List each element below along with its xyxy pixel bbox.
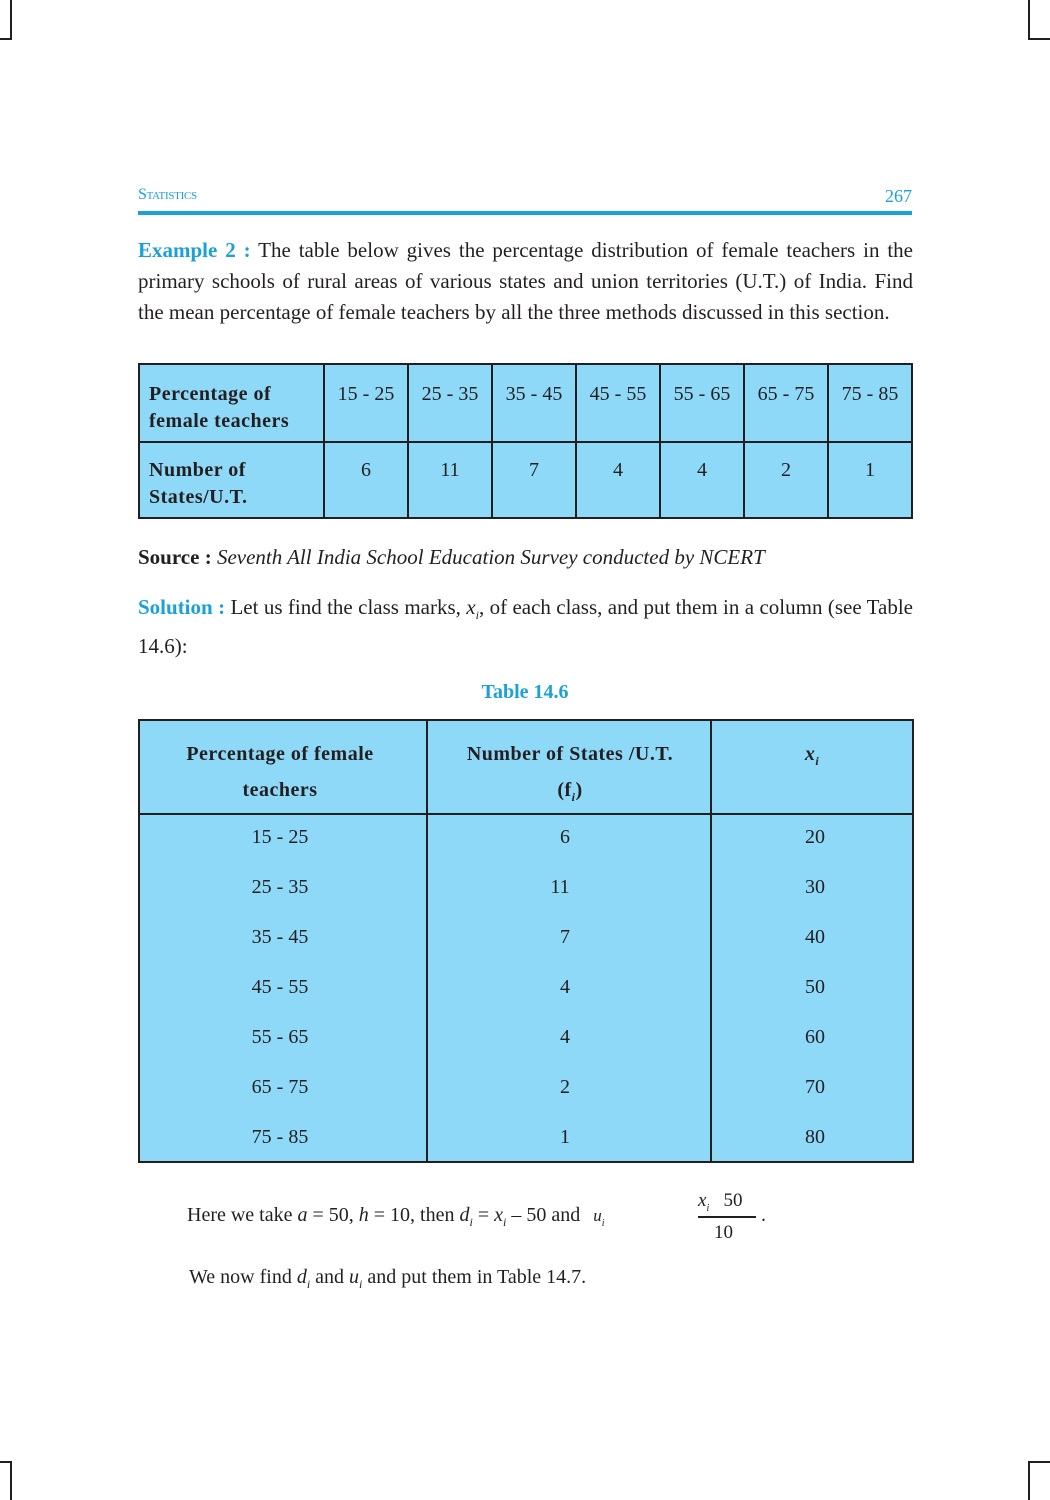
class-cell: 45 - 55: [576, 364, 660, 442]
frequency-cell: 6: [324, 442, 408, 518]
header-class-mark: [712, 721, 912, 813]
class-cell: 15 - 25: [251, 826, 309, 848]
column-divider: [426, 721, 428, 1161]
math-var: x: [698, 1190, 707, 1211]
math-sub: i: [571, 790, 576, 804]
table-row-frequencies: [139, 442, 912, 518]
formula-text: – 50 and: [506, 1204, 586, 1226]
fraction-number: 50: [709, 1190, 743, 1211]
frequency-cell: 6: [560, 826, 570, 848]
table-row-classes: [139, 364, 912, 442]
class-mark-cell: 40: [805, 926, 825, 948]
math-sub: i: [815, 754, 820, 768]
frequency-cell: 1: [560, 1126, 570, 1148]
example-text: The table below gives the percentage distribution of female teachers in the primary schools of rural areas of various states and union territories (U.T.) of India. Find the mean percentage of female teachers by all the three methods discussed in this section.: [138, 238, 914, 324]
frequency-cell: 11: [408, 442, 492, 518]
crop-mark-top-left-h: [0, 38, 11, 40]
formula-text: = 10, then: [368, 1204, 460, 1226]
crop-mark-top-right-v: [1028, 0, 1030, 40]
frequency-cell: 11: [550, 876, 570, 898]
math-var: x: [494, 1204, 504, 1226]
line-text: We now find: [189, 1266, 297, 1288]
class-cell: 55 - 65: [251, 1026, 309, 1048]
frequency-cell: 4: [576, 442, 660, 518]
fraction-denominator: 10: [714, 1222, 733, 1243]
running-head: [138, 186, 912, 210]
row-header: Number of States/U.T.: [139, 442, 324, 518]
solution-paragraph: [138, 592, 913, 662]
class-cell: 55 - 65: [660, 364, 744, 442]
class-marks-table: [138, 719, 914, 1163]
header-frequency-text: Number of States /U.T. (f: [466, 743, 674, 801]
math-var: u: [593, 1206, 602, 1225]
crop-mark-bottom-left-h: [0, 1461, 11, 1463]
formula-text: Here we take: [187, 1204, 298, 1226]
crop-mark-top-left-v: [10, 0, 12, 40]
math-var: a: [297, 1204, 308, 1226]
class-cell: 75 - 85: [828, 364, 912, 442]
math-var: d: [296, 1266, 307, 1288]
class-cell: 65 - 75: [744, 364, 828, 442]
frequency-cell: 2: [560, 1076, 570, 1098]
class-mark-cell: 60: [805, 1026, 825, 1048]
row-header: Percentage of female teachers: [139, 364, 324, 442]
formula-text: = 50,: [307, 1204, 359, 1226]
class-mark-cell: 30: [805, 876, 825, 898]
class-cell: 65 - 75: [251, 1076, 309, 1098]
example-label: Example 2 :: [138, 238, 251, 262]
class-cell: 25 - 35: [408, 364, 492, 442]
solution-text: Let us find the class marks,: [225, 595, 467, 619]
source-text: Seventh All India School Education Survey conducted by NCERT: [216, 545, 765, 569]
crop-mark-bottom-left-v: [10, 1461, 12, 1500]
class-cell: 15 - 25: [324, 364, 408, 442]
frequency-cell: 4: [560, 976, 570, 998]
page-number: 267: [885, 186, 912, 206]
class-mark-cell: 20: [805, 826, 825, 848]
example-paragraph: [138, 235, 913, 328]
formula-text: =: [472, 1204, 495, 1226]
math-var: h: [358, 1204, 369, 1226]
frequency-cell: 4: [560, 1026, 570, 1048]
frequency-cell: 4: [660, 442, 744, 518]
header-divider: [140, 813, 912, 815]
source-line: [138, 542, 913, 573]
fraction-bar: [698, 1216, 756, 1218]
class-cell: 35 - 45: [492, 364, 576, 442]
math-sub: i: [475, 608, 479, 622]
source-label: Source :: [138, 545, 212, 569]
header-class: Percentage of female teachers: [186, 743, 374, 801]
fraction-numerator: $x_i$ 50: [698, 1190, 743, 1214]
chapter-title: Statistics: [138, 186, 197, 203]
math-var: x: [466, 595, 476, 619]
class-cell: 75 - 85: [251, 1126, 309, 1148]
line-text: and put them in Table 14.7.: [362, 1266, 587, 1288]
frequency-cell: 1: [828, 442, 912, 518]
header-rule: [138, 211, 912, 215]
class-mark-cell: 80: [805, 1126, 825, 1148]
class-cell: 35 - 45: [251, 926, 309, 948]
math-var: u: [349, 1266, 360, 1288]
table-caption: Table 14.6: [481, 681, 569, 703]
header-frequency: Number of States /U.T. $(f_i)$: [466, 743, 674, 804]
class-mark-cell: 50: [805, 976, 825, 998]
solution-text: , of each class, and put them in a column (see Table 14.6):: [138, 595, 913, 658]
formula-period: .: [761, 1204, 766, 1226]
frequency-table: [138, 363, 913, 519]
solution-label: Solution :: [138, 595, 226, 619]
frequency-cell: 7: [560, 926, 570, 948]
frequency-cell: 2: [744, 442, 828, 518]
math-var: d: [459, 1204, 470, 1226]
crop-mark-bottom-right-v: [1028, 1461, 1030, 1500]
class-cell: 45 - 55: [251, 976, 309, 998]
next-step-line: We now find $d_i$ and $u_i$ and put them in Table 14.7.: [189, 1266, 587, 1291]
header-x: x: [804, 743, 816, 765]
line-text: and: [310, 1266, 350, 1288]
class-cell: 25 - 35: [251, 876, 309, 898]
frequency-cell: 7: [492, 442, 576, 518]
coding-formula: Here we take a = 50, h = 10, then $d_i = x_i - 50$ and $u_i$: [187, 1204, 605, 1229]
crop-mark-top-right-h: [1028, 38, 1050, 40]
crop-mark-bottom-right-h: [1028, 1461, 1050, 1463]
class-mark-cell: 70: [805, 1076, 825, 1098]
